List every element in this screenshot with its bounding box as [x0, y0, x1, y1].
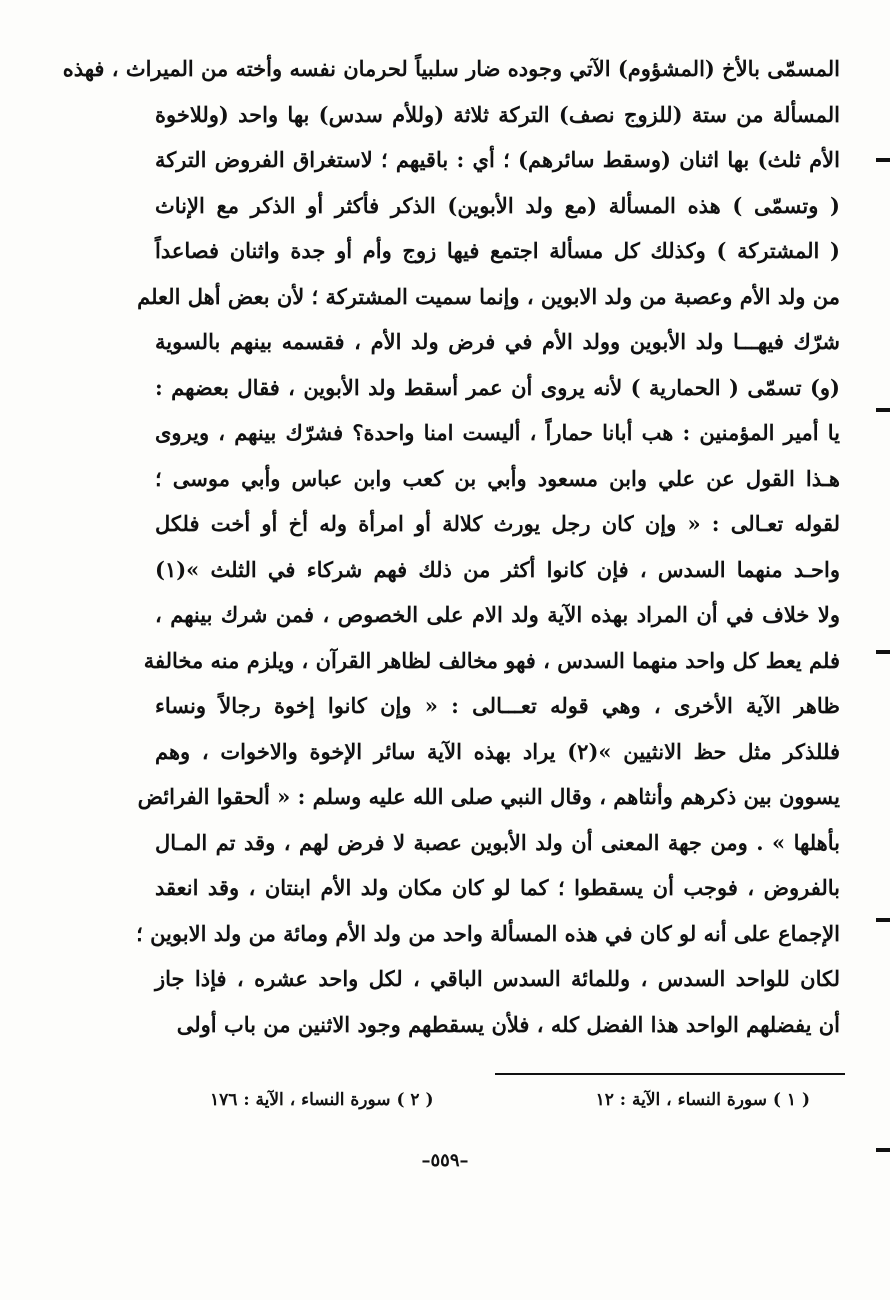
text-line: ( وتسمّى ) هذه المسألة (مع ولد الأبوين) الذكر فأكثر أو الذكر مع الإناث: [155, 192, 840, 218]
text-line: يا أمير المؤمنين : هب أبانا حماراً ، أليست امنا واحدة؟ فشرّك بينهم ، ويروى: [155, 420, 840, 445]
text-line: ( المشتركة ) وكذلك كل مسألة اجتمع فيها زوج وأم أو جدة واثنان فصاعداً: [155, 238, 840, 263]
text-line: ولا خلاف في أن المراد بهذه الآية ولد الام على الخصوص ، فمن شرك بينهم ،: [155, 602, 840, 627]
footnote-1: ( ١ ) سورة النساء ، الآية : ١٢: [595, 1090, 810, 1110]
body-text: [62, 46, 840, 1047]
text-line: أن يفضلهم الواحد هذا الفضل كله ، فلأن يسقطهم وجود الاثنين من باب أولى: [176, 1011, 840, 1037]
text-line: (و) تسمّى ( الحمارية ) لأنه يروى أن عمر أسقط ولد الأبوين ، فقال بعضهم :: [155, 374, 840, 400]
text-line: ظاهر الآية الأخرى ، وهي قوله تعـــالى : « وإن كانوا إخوة رجالاً ونساء: [155, 693, 840, 718]
scan-edge-mark: [876, 650, 890, 654]
scan-edge-mark: [876, 408, 890, 412]
text-line: بأهلها » . ومن جهة المعنى أن ولد الأبوين عصبة لا فرض لهم ، وقد تم المـال: [155, 829, 840, 855]
text-line: يسوون بين ذكرهم وأنثاهم ، وقال النبي صلى الله عليه وسلم : « ألحقوا الفرائض: [137, 784, 840, 809]
text-line: المسألة من ستة (للزوج نصف) التركة ثلاثة (وللأم سدس) بها واحد (وللاخوة: [155, 101, 840, 127]
text-line: فللذكر مثل حظ الانثيين »(٢) يراد بهذه الآية سائر الإخوة والاخوات ، وهم: [155, 738, 840, 764]
text-line: لكان للواحد السدس ، وللمائة السدس الباقي ، لكل واحد عشره ، فإذا جاز: [155, 966, 840, 991]
scan-edge-mark: [876, 918, 890, 922]
text-line: الإجماع على أنه لو كان في هذه المسألة واحد من ولد الأم ومائة من ولد الابوين ؛: [136, 920, 840, 946]
text-line: بالفروض ، فوجب أن يسقطوا ؛ كما لو كان مكان ولد الأم ابنتان ، وقد انعقد: [155, 875, 840, 900]
text-line: المسمّى بالأخ (المشؤوم) الآتي وجوده ضار سلبياً لحرمان نفسه وأخته من الميراث ، فهذه: [62, 56, 840, 81]
text-line: فلم يعط كل واحد منهما السدس ، فهو مخالف لظاهر القرآن ، ويلزم منه مخالفة: [143, 647, 840, 673]
page-number: –٥٥٩–: [421, 1150, 469, 1171]
text-line: شرّك فيهـــا ولد الأبوين وولد الأم في فرض ولد الأم ، فقسمه بينهم بالسوية: [155, 329, 840, 354]
scan-edge-mark: [876, 158, 890, 162]
footnotes: [210, 1090, 810, 1110]
text-line: واحـد منهما السدس ، فإن كانوا أكثر من ذلك فهم شركاء في الثلث »(١): [155, 556, 840, 582]
footnote-2: ( ٢ ) سورة النساء ، الآية : ١٧٦: [210, 1090, 434, 1110]
text-line: من ولد الأم وعصبة من ولد الابوين ، وإنما سميت المشتركة ؛ لأن بعض أهل العلم: [137, 283, 840, 309]
scan-edge-mark: [876, 1148, 890, 1152]
text-line: لقوله تعـالى : « وإن كان رجل يورث كلالة أو امرأة وله أخ أو أخت فلكل: [155, 511, 840, 536]
footnote-separator: [495, 1073, 845, 1075]
text-line: الأم ثلث) بها اثنان (وسقط سائرهم) ؛ أي : باقيهم ؛ لاستغراق الفروض التركة: [155, 147, 840, 172]
text-line: هـذا القول عن علي وابن مسعود وأبي بن كعب وابن عباس وأبي موسى ؛: [155, 465, 840, 491]
